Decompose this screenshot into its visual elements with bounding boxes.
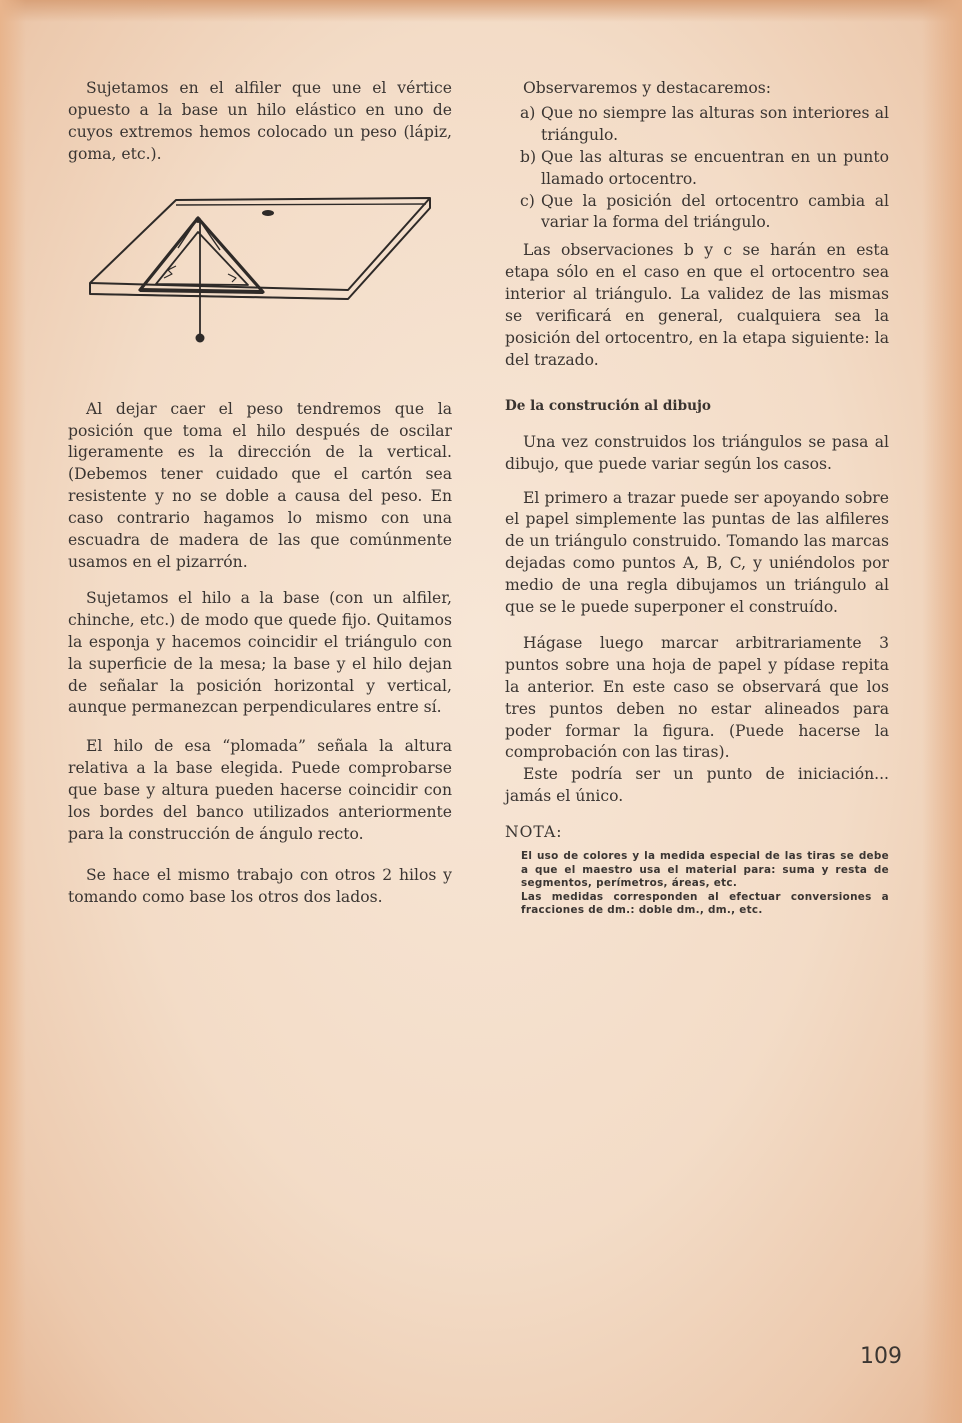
nota-line-colores: El uso de colores y la medida especial de las tiras se debe a que el maestro usa el material para: suma y resta de segmentos, perímetros, áreas, etc. — [521, 850, 889, 890]
paragraph-observaciones: Las observaciones b y c se harán en esta etapa sólo en el caso en que el ortocentro sea interior al triángulo. La validez de las mismas se verificará en general, cualquiera sea la posición del ortocentro, en la etapa siguiente: la del trazado. — [505, 241, 889, 369]
nota-line-medidas: Las medidas corresponden al efectuar conversiones a fracciones de dm.: doble dm., dm., etc. — [521, 890, 889, 917]
paragraph-tres-puntos: Hágase luego marcar arbitrariamente 3 puntos sobre una hoja de papel y pídase repita la anterior. En este caso se observará que los tres puntos deben no estar alineados para poder formar la figura. (Puede hacerse la comprobación con las tiras). — [505, 633, 889, 762]
list-item-text: Que la posición del ortocentro cambia al variar la forma del triángulo. — [541, 191, 889, 232]
list-item — [505, 147, 889, 191]
paragraph-hilo-base: Sujetamos el hilo a la base (con un alfiler, chinche, etc.) de modo que quede fijo. Quitamos la esponja y hacemos coincidir el triángulo con la superficie de la mesa; la base y el hilo dejan de señalar la posición horizontal y vertical, aunque permanezcan perpendiculares entre sí. — [68, 588, 452, 717]
section-heading: De la construción al dibujo — [505, 397, 711, 414]
plumb-weight — [196, 333, 205, 342]
list-marker: a) — [520, 103, 536, 122]
list-item — [505, 191, 889, 235]
plumb-line-figure — [68, 178, 452, 403]
board-top — [90, 198, 430, 290]
paragraph-primer-trazado: El primero a trazar puede ser apoyando sobre el papel simplemente las puntas de las alfileres de un triángulo construido. Tomando las marcas dejadas como puntos A, B, C, y uniéndolos por medio de una regla dibujamos un triángulo al que se le puede superponer el construído. — [505, 488, 889, 617]
paragraph-observaremos: Observaremos y destacaremos: — [523, 79, 772, 97]
paragraph-iniciacion: Este podría ser un punto de iniciación... jamás el único. — [505, 765, 889, 806]
left-column — [68, 78, 452, 909]
observations-list — [505, 103, 889, 234]
paragraph-plomada: El hilo de esa “plomada” señala la altura relativa a la base elegida. Puede comprobarse que base y altura pueden hacerse coincidir con los bordes del banco utilizados anteriormente para la construcción de ángulo recto. — [68, 737, 452, 843]
page-edge-right — [922, 0, 962, 1423]
page-edge-top — [0, 0, 962, 22]
nota-body — [521, 850, 889, 918]
paragraph-peso: Al dejar caer el peso tendremos que la posición que toma el hilo después de oscilar ligeramente es la dirección de la vertical. (Debemos tener cuidado que el cartón sea resistente y no se doble a causa del peso. En caso contrario hagamos lo mismo con una escuadra de madera de las que comúnmente usamos en el pizarrón. — [68, 399, 452, 571]
paragraph-alfiler: Sujetamos en el alfiler que une el vértice opuesto a la base un hilo elástico en uno de cuyos extremos hemos colocado un peso (lápiz, goma, etc.). — [68, 79, 452, 163]
nota-title: NOTA: — [505, 823, 563, 842]
list-marker: c) — [520, 191, 535, 210]
list-marker: b) — [520, 147, 537, 166]
page-number: 109 — [860, 1344, 902, 1369]
list-item — [505, 103, 889, 147]
right-column — [505, 78, 889, 918]
plumb-line-illustration — [68, 178, 452, 403]
paragraph-otros-hilos: Se hace el mismo trabajo con otros 2 hilos y tomando como base los otros dos lados. — [68, 865, 452, 906]
page-edge-left — [0, 0, 26, 1423]
pin-mark — [262, 210, 274, 216]
list-item-text: Que las alturas se encuentran en un punto llamado ortocentro. — [541, 147, 889, 188]
list-item-text: Que no siempre las alturas son interiores al triángulo. — [541, 103, 889, 144]
paragraph-dibujo-intro: Una vez construidos los triángulos se pasa al dibujo, que puede variar según los casos. — [505, 432, 889, 473]
